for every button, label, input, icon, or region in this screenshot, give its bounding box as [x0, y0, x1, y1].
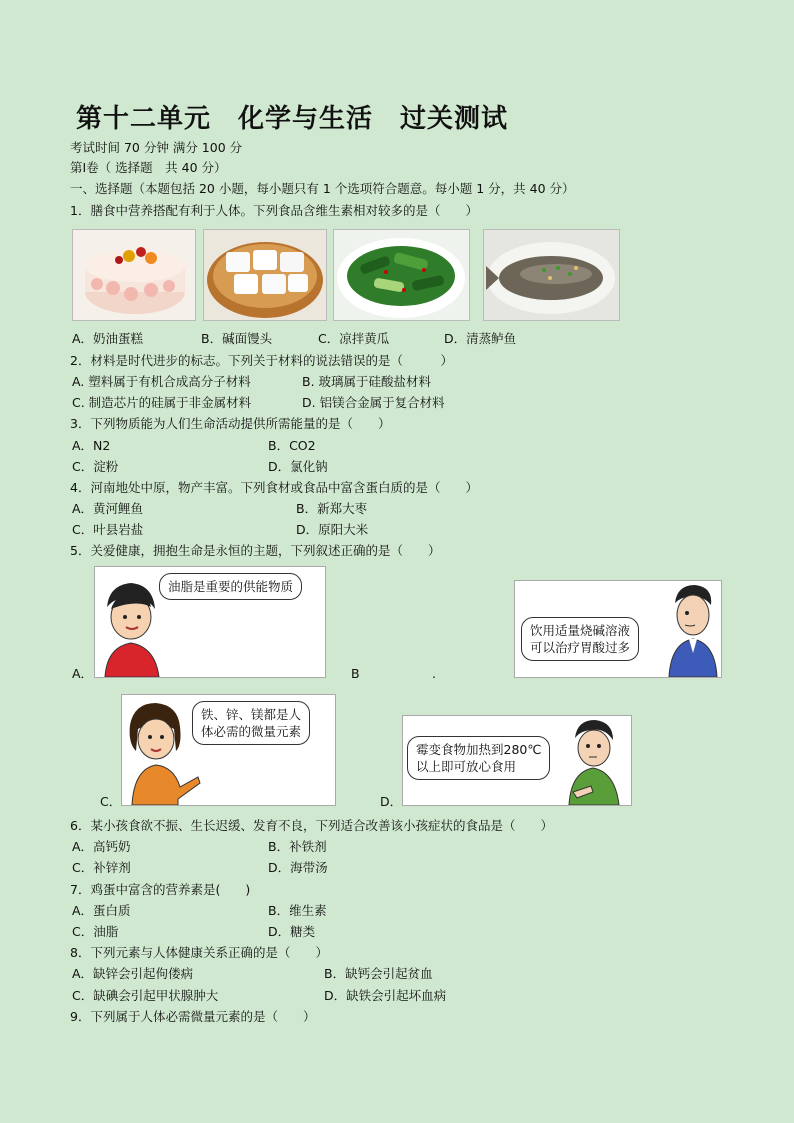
q7-option-b: B．维生素 — [268, 903, 327, 918]
q4-option-a: A．黄河鲤鱼 — [72, 501, 144, 516]
q5-label-d: D． — [380, 794, 403, 809]
q2-stem: 2．材料是时代进步的标志。下列关于材料的说法错误的是（ ） — [70, 353, 453, 368]
q3-stem: 3．下列物质能为人们生命活动提供所需能量的是（ ） — [70, 416, 391, 431]
q1-option-b: B．碱面馒头 — [201, 331, 273, 346]
q1-option-d: D．清蒸鲈鱼 — [444, 331, 517, 346]
man-icon — [667, 581, 719, 677]
q5-label-c: C． — [100, 794, 122, 809]
q1-stem: 1．膳食中营养搭配有利于人体。下列食品含维生素相对较多的是（ ） — [70, 203, 478, 218]
q3-option-c: C．淀粉 — [72, 459, 119, 474]
q5-bubble-b-line2: 可以治疗胃酸过多 — [530, 640, 631, 655]
q6-stem: 6．某小孩食欲不振、生长迟缓、发育不良，下列适合改善该小孩症状的食品是（ ） — [70, 818, 553, 833]
q5-bubble-c-line2: 体必需的微量元素 — [201, 724, 302, 739]
steamed-fish-image — [483, 229, 620, 321]
q5-bubble-c-line1: 铁、锌、镁都是人 — [201, 707, 302, 722]
girl-icon — [97, 567, 167, 677]
q8-option-d: D．缺铁会引起坏血病 — [324, 988, 447, 1003]
q7-stem: 7．鸡蛋中富含的营养素是( ) — [70, 882, 251, 897]
q4-option-c: C．叶县岩盐 — [72, 522, 144, 537]
q5-panel-c — [121, 694, 336, 806]
girl-pointing-icon — [122, 695, 202, 805]
q5-panel-a — [94, 566, 326, 678]
q5-bubble-b — [521, 617, 639, 661]
q8-option-b: B．缺钙会引起贫血 — [324, 966, 433, 981]
q1-option-a: A．奶油蛋糕 — [72, 331, 144, 346]
q9-stem: 9．下列属于人体必需微量元素的是（ ） — [70, 1009, 316, 1024]
steamed-bun-image — [203, 229, 327, 321]
q3-option-d: D．氯化钠 — [268, 459, 328, 474]
q2-option-b: B. 玻璃属于硅酸盐材料 — [302, 374, 432, 389]
q6-option-b: B．补铁剂 — [268, 839, 327, 854]
q2-option-d: D. 铝镁合金属于复合材料 — [302, 395, 445, 410]
q4-option-b: B．新郑大枣 — [296, 501, 368, 516]
q7-option-a: A．蛋白质 — [72, 903, 131, 918]
q5-panel-d — [402, 715, 632, 806]
cake-image — [72, 229, 196, 321]
q5-bubble-d-line1: 霉变食物加热到280℃ — [416, 742, 542, 757]
q6-option-c: C．补锌剂 — [72, 860, 131, 875]
q5-panel-b — [514, 580, 722, 678]
section-header: 第Ⅰ卷（ 选择题 共 40 分） — [70, 160, 227, 175]
q5-bubble-b-line1: 饮用适量烧碱溶液 — [530, 623, 631, 638]
q8-stem: 8．下列元素与人体健康关系正确的是（ ） — [70, 945, 328, 960]
q8-option-c: C．缺碘会引起甲状腺肿大 — [72, 988, 219, 1003]
exam-info: 考试时间 70 分钟 满分 100 分 — [70, 140, 243, 155]
page-title: 第十二单元 化学与生活 过关测试 — [76, 104, 509, 134]
cucumber-salad-image — [333, 229, 470, 321]
q5-label-b: B — [351, 666, 360, 681]
q5-label-a: A． — [72, 666, 94, 681]
q3-option-b: B．CO2 — [268, 438, 316, 453]
q8-option-a: A．缺锌会引起佝偻病 — [72, 966, 194, 981]
q5-bubble-d-line2: 以上即可放心食用 — [416, 759, 517, 774]
q6-option-a: A．高钙奶 — [72, 839, 131, 854]
q7-option-c: C．油脂 — [72, 924, 119, 939]
q6-option-d: D．海带汤 — [268, 860, 328, 875]
q4-option-d: D．原阳大米 — [296, 522, 369, 537]
q5-bubble-a: 油脂是重要的供能物质 — [159, 573, 302, 600]
q2-option-c: C. 制造芯片的硅属于非金属材料 — [72, 395, 252, 410]
part-one-header: 一、选择题（本题包括 20 小题，每小题只有 1 个选项符合题意。每小题 1 分，共 40 分） — [70, 181, 575, 196]
q5-label-b-dot: . — [432, 666, 436, 681]
q5-stem: 5．关爱健康，拥抱生命是永恒的主题，下列叙述正确的是（ ） — [70, 543, 441, 558]
q3-option-a: A．N2 — [72, 438, 111, 453]
boy-icon — [563, 716, 627, 805]
q5-bubble-c — [192, 701, 310, 745]
q5-bubble-d — [407, 736, 550, 780]
q2-option-a: A. 塑料属于有机合成高分子材料 — [72, 374, 251, 389]
q1-option-c: C．凉拌黄瓜 — [318, 331, 390, 346]
q4-stem: 4．河南地处中原，物产丰富。下列食材或食品中富含蛋白质的是（ ） — [70, 480, 478, 495]
q7-option-d: D．糖类 — [268, 924, 316, 939]
